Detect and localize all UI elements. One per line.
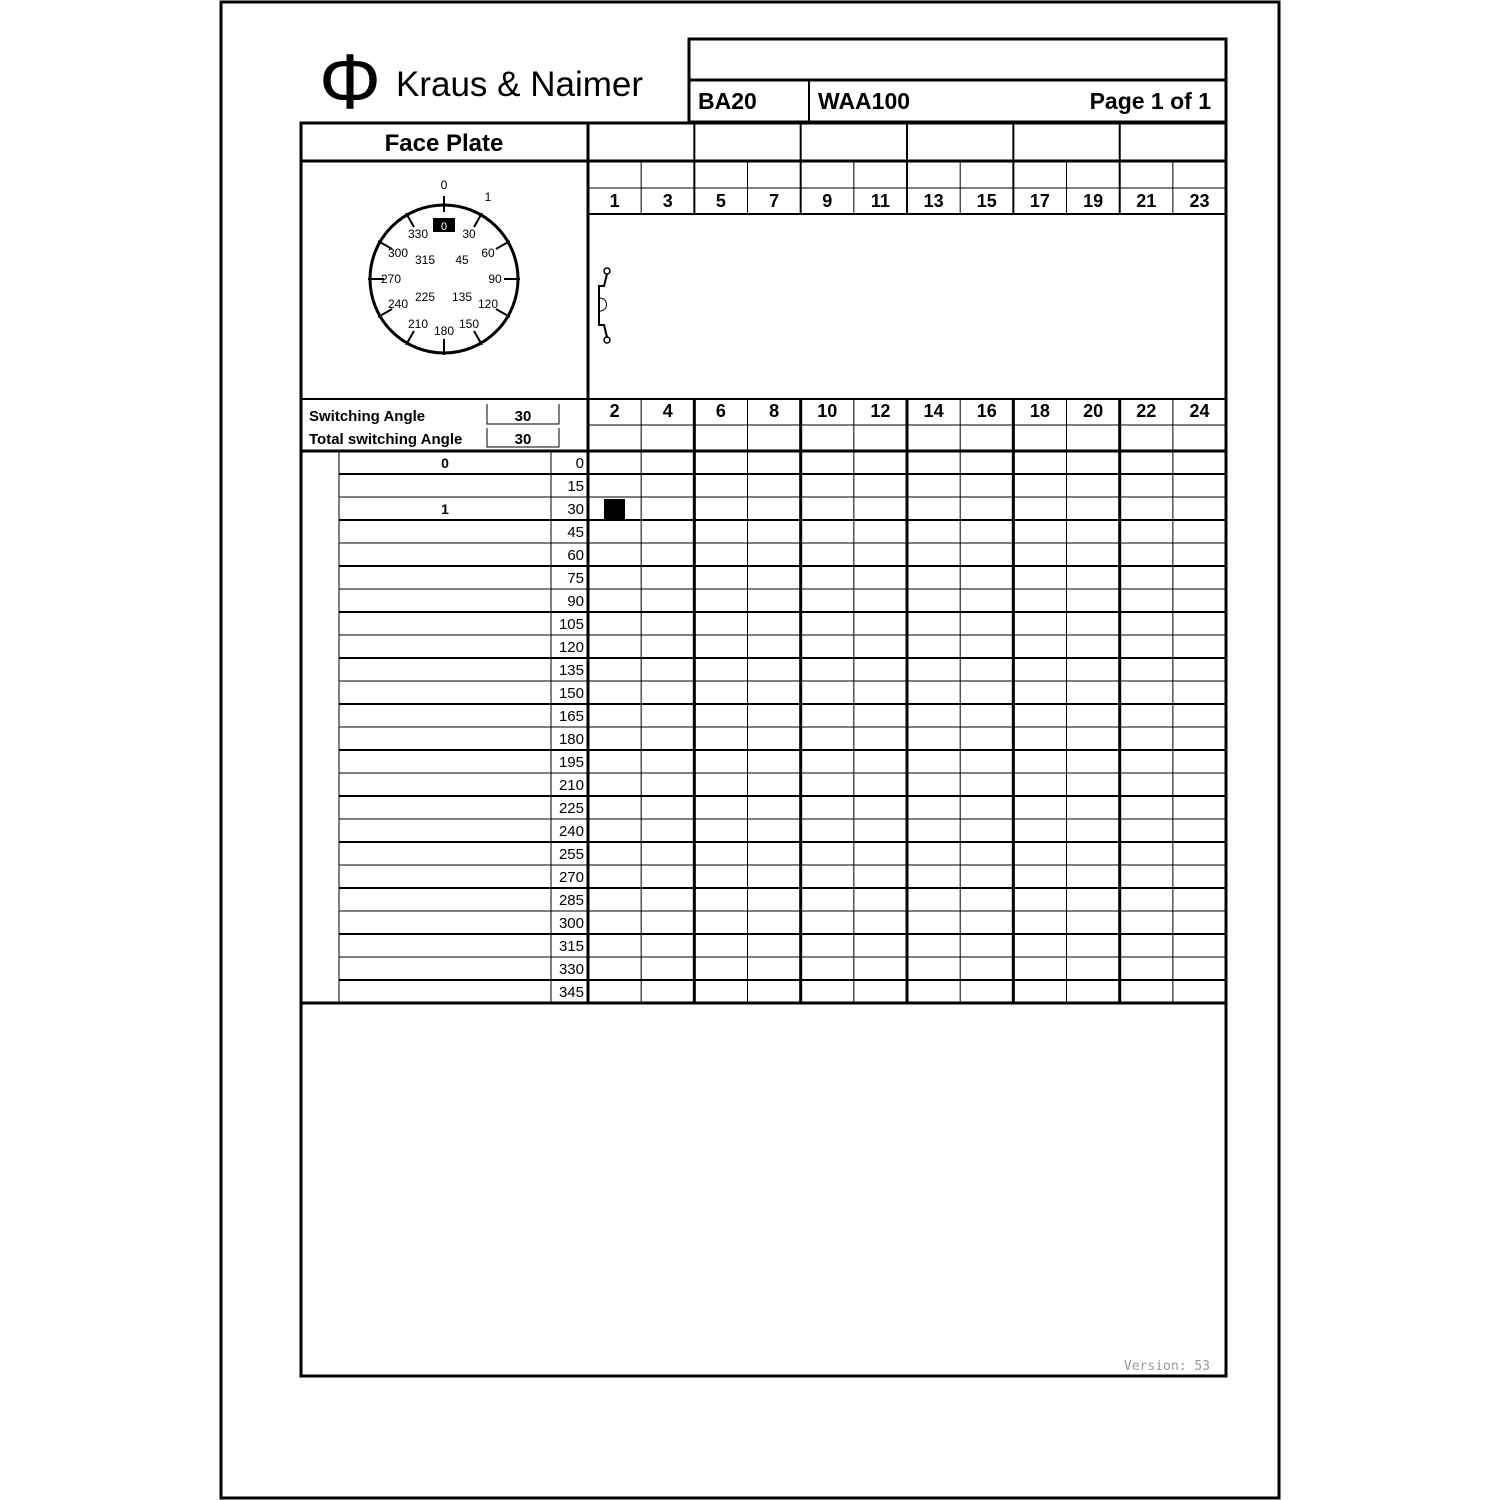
dial-label-225: 225: [414, 290, 436, 304]
terminal-top-9: 9: [822, 191, 833, 211]
row-position-label: 1: [441, 501, 449, 517]
terminal-top-7: 7: [769, 191, 780, 211]
logo-symbol: Φ: [318, 37, 382, 125]
contact-grid: [339, 123, 1226, 1003]
logo: [319, 37, 643, 125]
dial-label-270: 270: [380, 272, 402, 286]
row-angle-label: 90: [567, 593, 584, 610]
terminal-top-19: 19: [1083, 191, 1104, 211]
row-angle-label: 0: [575, 455, 584, 472]
row-angle-label: 225: [558, 800, 584, 817]
dial-tick: [496, 241, 510, 249]
terminal-top-5: 5: [715, 191, 726, 211]
dial-label-240: 240: [387, 297, 409, 311]
terminal-bottom-14: 14: [923, 401, 944, 421]
row-angle-label: 30: [567, 501, 584, 518]
terminal-top-3: 3: [662, 191, 673, 211]
row-angle-label: 330: [558, 961, 584, 978]
terminal-top-11: 11: [870, 191, 890, 211]
row-angle-label: 345: [558, 984, 584, 1001]
row-position-label: 0: [441, 455, 449, 471]
dial-tick: [406, 213, 414, 227]
dial-marker-label: 0: [440, 221, 448, 233]
faceplate-title: Face Plate: [384, 130, 504, 157]
page-label: Page 1 of 1: [1089, 88, 1211, 114]
terminal-bottom-4: 4: [662, 401, 673, 421]
terminal-bottom-16: 16: [976, 401, 997, 421]
switching-angle-value: 30: [514, 408, 532, 425]
terminal-bottom-22: 22: [1136, 401, 1157, 421]
dial-tick: [496, 309, 510, 317]
row-angle-label: 135: [558, 662, 584, 679]
row-angle-label: 300: [558, 915, 584, 932]
dial-tick: [474, 213, 482, 227]
dial-tick: [474, 331, 482, 345]
terminal-bottom-2: 2: [609, 401, 620, 421]
faceplate-dial: [368, 178, 520, 355]
terminal-top-13: 13: [923, 191, 944, 211]
terminal-bottom-10: 10: [817, 401, 838, 421]
dial-label-45: 45: [455, 253, 469, 267]
position-label-0: 0: [440, 178, 448, 192]
row-angle-label: 240: [558, 823, 584, 840]
dial-label-135: 135: [451, 290, 473, 304]
dial-tick: [406, 331, 414, 345]
code-ba20: BA20: [698, 88, 757, 114]
dial-label-210: 210: [407, 317, 429, 331]
dial-label-330: 330: [407, 227, 429, 241]
total-angle-label: Total switching Angle: [309, 431, 463, 448]
dial-label-315: 315: [414, 253, 436, 267]
terminal-top-23: 23: [1189, 191, 1210, 211]
dial-label-180: 180: [433, 324, 455, 338]
version-label: Version: 53: [1123, 1359, 1210, 1374]
terminal-bottom-18: 18: [1029, 401, 1050, 421]
dial-label-120: 120: [477, 297, 499, 311]
terminal-bottom-12: 12: [870, 401, 891, 421]
row-angle-label: 285: [558, 892, 584, 909]
terminal-bottom-6: 6: [715, 401, 726, 421]
code-waa100: WAA100: [818, 88, 911, 114]
row-angle-label: 315: [558, 938, 584, 955]
terminal-bottom-8: 8: [769, 401, 780, 421]
row-angle-label: 75: [567, 570, 584, 587]
position-label-1: 1: [484, 190, 492, 204]
contact-symbol: [599, 268, 610, 343]
dial-label-30: 30: [462, 227, 476, 241]
row-angle-label: 150: [558, 685, 584, 702]
row-angle-label: 255: [558, 846, 584, 863]
row-angle-label: 210: [558, 777, 584, 794]
row-angle-label: 60: [567, 547, 584, 564]
row-angle-label: 195: [558, 754, 584, 771]
row-angle-label: 180: [558, 731, 584, 748]
dial-label-90: 90: [488, 272, 502, 286]
total-angle-value: 30: [514, 431, 532, 448]
row-angle-label: 165: [558, 708, 584, 725]
row-angle-label: 105: [558, 616, 584, 633]
dial-label-150: 150: [458, 317, 480, 331]
terminal-bottom-20: 20: [1083, 401, 1104, 421]
terminal-top-1: 1: [609, 191, 620, 211]
row-angle-label: 15: [567, 478, 584, 495]
row-angle-label: 270: [558, 869, 584, 886]
terminal-bottom-24: 24: [1189, 401, 1210, 421]
terminal-top-15: 15: [976, 191, 997, 211]
brand-name: Kraus & Naimer: [396, 65, 644, 104]
closed-contact-mark: [604, 499, 625, 519]
switching-angle-label: Switching Angle: [309, 408, 426, 425]
terminal-top-17: 17: [1029, 191, 1050, 211]
row-angle-label: 45: [567, 524, 584, 541]
terminal-top-21: 21: [1136, 191, 1157, 211]
row-angle-label: 120: [558, 639, 584, 656]
dial-label-300: 300: [387, 246, 409, 260]
dial-label-60: 60: [481, 246, 495, 260]
